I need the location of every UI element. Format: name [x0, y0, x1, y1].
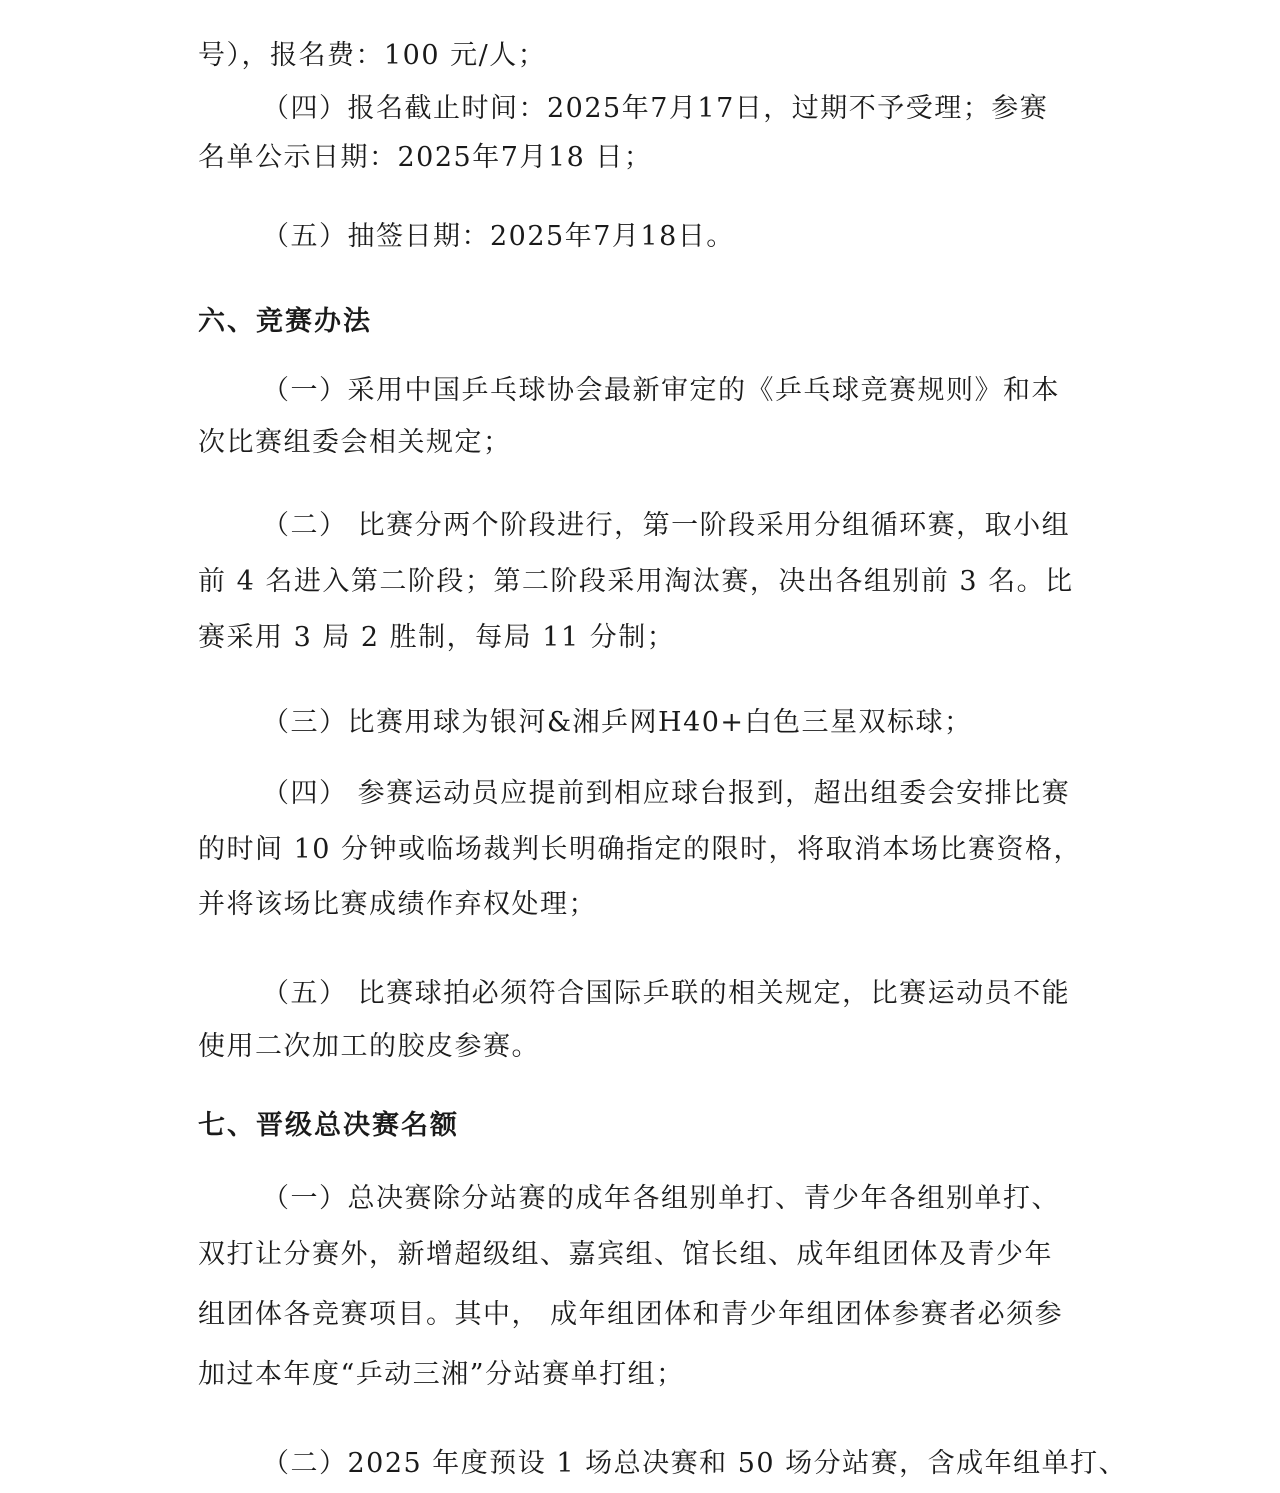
text-line: 次比赛组委会相关规定；	[198, 427, 512, 458]
text-line: （二） 比赛分两个阶段进行，第一阶段采用分组循环赛，取小组	[262, 510, 1071, 541]
text-line: 名单公示日期：2025年7月18 日；	[198, 142, 653, 173]
text-line: （一）采用中国乒乓球协会最新审定的《乒乓球竞赛规则》和本	[262, 375, 1060, 406]
text-line: 号），报名费：100 元/人；	[198, 40, 547, 71]
text-line: 使用二次加工的胶皮参赛。	[198, 1031, 540, 1062]
text-line: （五）抽签日期：2025年7月18日。	[262, 221, 735, 252]
text-line: （一）总决赛除分站赛的成年各组别单打、青少年各组别单打、	[262, 1183, 1060, 1214]
text-line: 组团体各竞赛项目。其中， 成年组团体和青少年组团体参赛者必须参	[198, 1299, 1064, 1330]
text-line: 双打让分赛外，新增超级组、嘉宾组、馆长组、成年组团体及青少年	[198, 1239, 1053, 1270]
text-line: 并将该场比赛成绩作弃权处理；	[198, 889, 597, 920]
section-heading: 六、竞赛办法	[198, 306, 372, 337]
text-line: （四） 参赛运动员应提前到相应球台报到，超出组委会安排比赛	[262, 778, 1071, 809]
text-line: 赛采用 3 局 2 胜制，每局 11 分制；	[198, 622, 676, 653]
text-line: 加过本年度“乒动三湘”分站赛单打组；	[198, 1359, 685, 1390]
text-line: （四）报名截止时间：2025年7月17日，过期不予受理；参赛	[262, 93, 1049, 124]
text-line: （三）比赛用球为银河&湘乒网H40+白色三星双标球；	[262, 707, 973, 738]
section-heading: 七、晋级总决赛名额	[198, 1110, 459, 1141]
text-line: （五） 比赛球拍必须符合国际乒联的相关规定，比赛运动员不能	[262, 978, 1071, 1009]
text-line: 的时间 10 分钟或临场裁判长明确指定的限时，将取消本场比赛资格，	[198, 834, 1083, 865]
text-line: 前 4 名进入第二阶段；第二阶段采用淘汰赛，决出各组别前 3 名。比	[198, 566, 1074, 597]
text-line: （二）2025 年度预设 1 场总决赛和 50 场分站赛，含成年组单打、	[262, 1448, 1128, 1479]
